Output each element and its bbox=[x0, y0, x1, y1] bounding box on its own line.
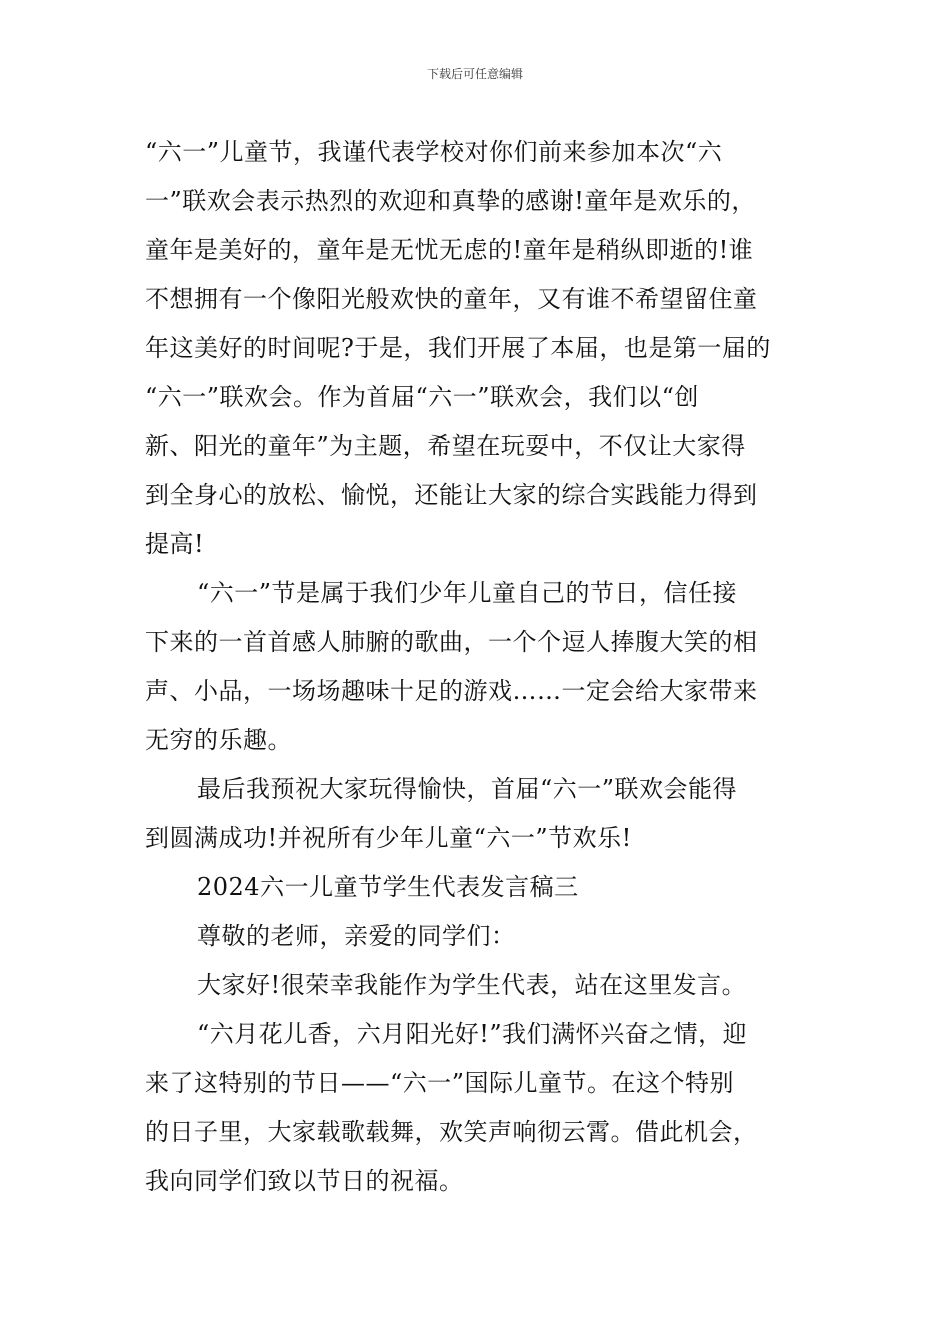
text-line: 一”联欢会表示热烈的欢迎和真挚的感谢!童年是欢乐的， bbox=[145, 187, 756, 215]
paragraph bbox=[145, 912, 807, 961]
text-line: 下来的一首首感人肺腑的歌曲，一个个逗人捧腹大笑的相 bbox=[145, 628, 758, 656]
text-line: 声、小品，一场场趣味十足的游戏……一定会给大家带来 bbox=[145, 677, 758, 705]
paragraph bbox=[145, 569, 807, 765]
text-line: 2024六一儿童节学生代表发言稿三 bbox=[197, 873, 579, 901]
text-line: 提高! bbox=[145, 530, 205, 558]
text-line: 我向同学们致以节日的祝福。 bbox=[145, 1167, 464, 1195]
text-line: 的日子里，大家载歌载舞，欢笑声响彻云霄。借此机会， bbox=[145, 1118, 758, 1146]
text-line: 大家好!很荣幸我能作为学生代表，站在这里发言。 bbox=[197, 971, 747, 999]
text-line: 童年是美好的，童年是无忧无虑的!童年是稍纵即逝的!谁 bbox=[145, 236, 754, 264]
text-line: “六月花儿香，六月阳光好!”我们满怀兴奋之情，迎 bbox=[197, 1020, 748, 1048]
text-line: 最后我预祝大家玩得愉快，首届“六一”联欢会能得 bbox=[197, 775, 738, 803]
text-line: 无穷的乐趣。 bbox=[145, 726, 292, 754]
text-line: 新、阳光的童年”为主题，希望在玩耍中，不仅让大家得 bbox=[145, 432, 746, 460]
paragraph bbox=[145, 863, 807, 912]
text-line: 到全身心的放松、愉悦，还能让大家的综合实践能力得到 bbox=[145, 481, 758, 509]
paragraph bbox=[145, 765, 807, 863]
text-line: “六一”节是属于我们少年儿童自己的节日，信任接 bbox=[197, 579, 738, 607]
page-header: 下载后可任意编辑 bbox=[426, 67, 523, 81]
text-line: 不想拥有一个像阳光般欢快的童年，又有谁不希望留住童 bbox=[145, 285, 758, 313]
text-line: 到圆满成功!并祝所有少年儿童“六一”节欢乐! bbox=[145, 824, 632, 852]
text-line: 年这美好的时间呢?于是，我们开展了本届，也是第一届的 bbox=[145, 334, 771, 362]
paragraph bbox=[145, 128, 807, 569]
text-line: “六一”联欢会。作为首届“六一”联欢会，我们以“创 bbox=[145, 383, 699, 411]
paragraph bbox=[145, 961, 807, 1010]
document-body bbox=[145, 128, 807, 1206]
text-line: 来了这特别的节日——“六一”国际儿童节。在这个特别 bbox=[145, 1069, 735, 1097]
text-line: 尊敬的老师，亲爱的同学们： bbox=[197, 922, 516, 950]
paragraph bbox=[145, 1010, 807, 1206]
text-line: “六一”儿童节，我谨代表学校对你们前来参加本次“六 bbox=[145, 138, 723, 166]
